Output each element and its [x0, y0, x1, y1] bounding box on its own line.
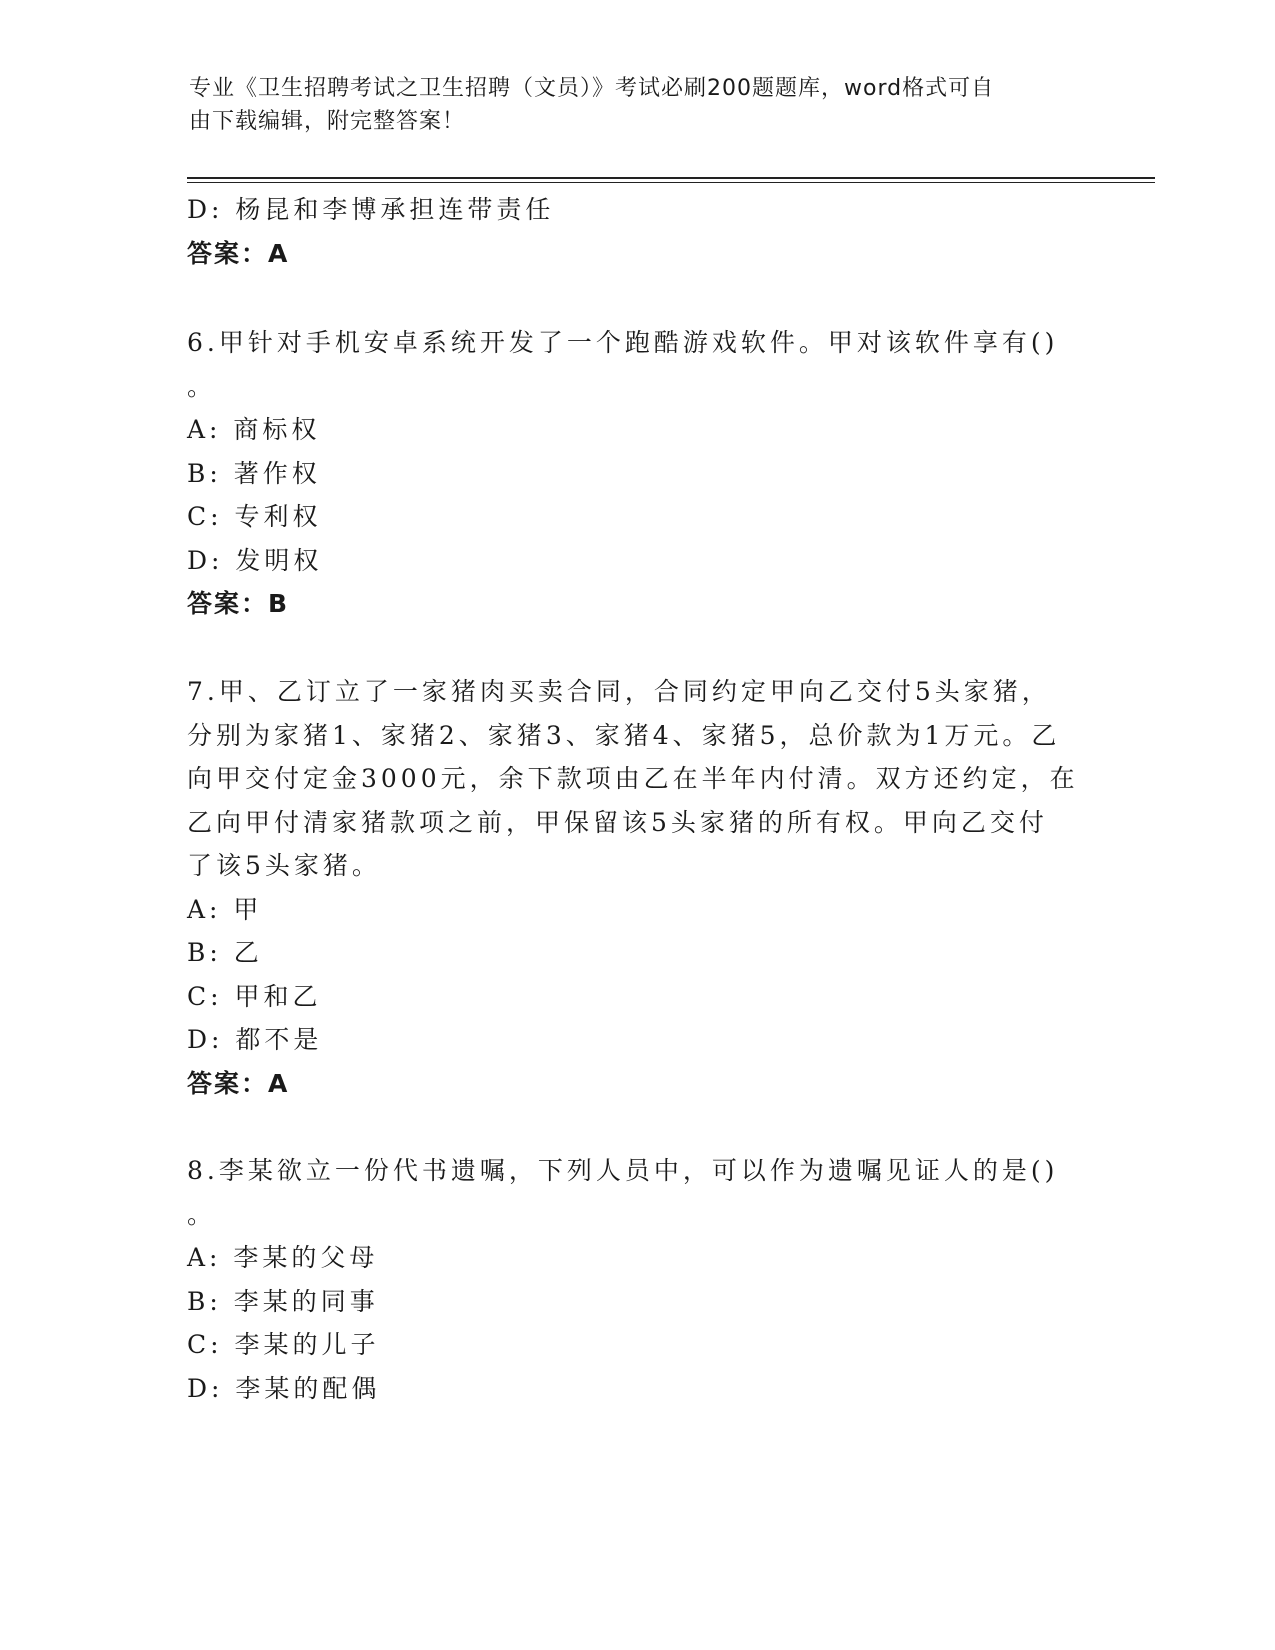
q7-stem-line-5: 了该5头家猪。 [187, 851, 381, 880]
q7-stem-line-3: 向甲交付定金3000元，余下款项由乙在半年内付清。双方还约定，在 [187, 764, 1079, 793]
q6-option-d: D: 发明权 [187, 546, 323, 575]
q6-option-c: C: 专利权 [187, 502, 322, 531]
q8-stem-line-2: 。 [187, 1200, 217, 1229]
q7-stem-line-2: 分别为家猪1、家猪2、家猪3、家猪4、家猪5，总价款为1万元。乙 [187, 721, 1061, 750]
document-header [189, 72, 1069, 138]
header-title-line-1: 专业《卫生招聘考试之卫生招聘（文员）》考试必刷200题题库，word格式可自 [189, 76, 995, 101]
q8-stem-line-1: 8.李某欲立一份代书遗嘱，下列人员中，可以作为遗嘱见证人的是() [187, 1156, 1059, 1185]
q6-stem-line-2: 。 [187, 372, 217, 401]
q7-answer: 答案：A [187, 1069, 290, 1098]
q7-option-a: A: 甲 [187, 895, 263, 924]
q8-option-b: B: 李某的同事 [187, 1287, 379, 1316]
q7-stem-line-1: 7.甲、乙订立了一家猪肉买卖合同，合同约定甲向乙交付5头家猪， [187, 677, 1051, 706]
q7-stem-line-4: 乙向甲付清家猪款项之前，甲保留该5头家猪的所有权。甲向乙交付 [187, 808, 1048, 837]
q6-option-b: B: 著作权 [187, 459, 321, 488]
header-title-line-2: 由下载编辑，附完整答案！ [189, 109, 466, 134]
q6-stem-line-1: 6.甲针对手机安卓系统开发了一个跑酷游戏软件。甲对该软件享有() [187, 328, 1059, 357]
q8-option-d: D: 李某的配偶 [187, 1374, 381, 1403]
q7-option-c: C: 甲和乙 [187, 982, 322, 1011]
q6-answer: 答案：B [187, 589, 290, 618]
q5-answer: 答案：A [187, 239, 290, 268]
header-divider-thin [187, 182, 1155, 183]
q8-option-c: C: 李某的儿子 [187, 1330, 380, 1359]
q8-option-a: A: 李某的父母 [187, 1243, 379, 1272]
q7-option-d: D: 都不是 [187, 1025, 323, 1054]
q5-option-d: D: 杨昆和李博承担连带责任 [187, 195, 555, 224]
header-divider-thick [187, 177, 1155, 179]
q7-option-b: B: 乙 [187, 938, 263, 967]
q6-option-a: A: 商标权 [187, 415, 321, 444]
